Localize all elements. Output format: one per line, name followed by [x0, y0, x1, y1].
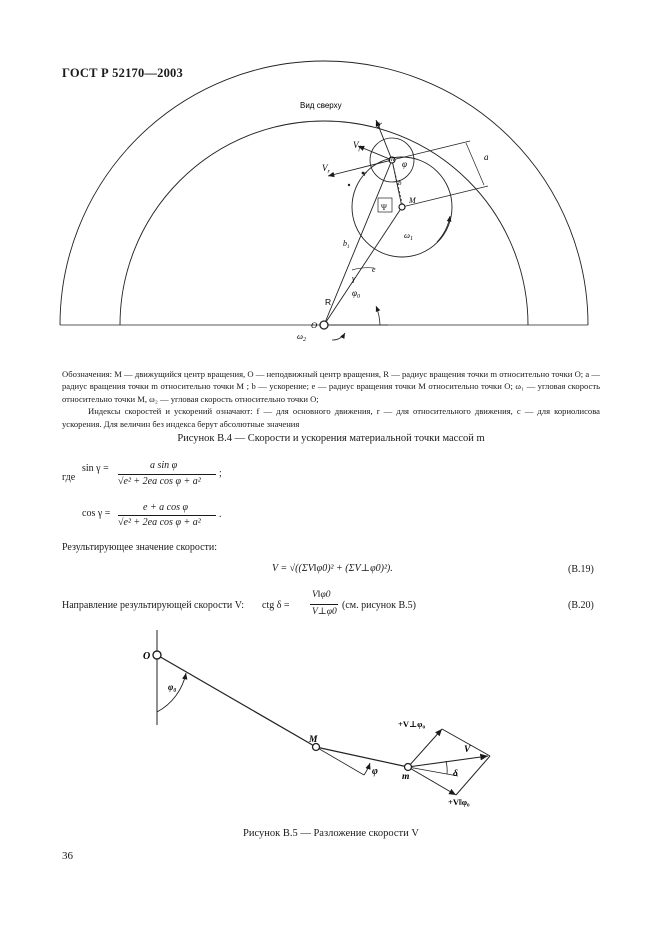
label-b1: $b_1$	[343, 239, 350, 250]
phi0-arc	[376, 306, 380, 325]
ctg-denominator: V⊥φ0	[312, 607, 337, 617]
label-b: b	[398, 179, 402, 187]
line-M-m	[316, 747, 408, 767]
label-vr: $V_r$	[322, 163, 330, 175]
sin-lhs: sin γ =	[82, 463, 109, 474]
figure-b5-caption: Рисунок В.5 — Разложение скорости V	[243, 828, 419, 839]
label-psi: Ψ	[381, 203, 387, 212]
cos-lhs: cos γ =	[82, 508, 111, 519]
label-a: a	[484, 152, 489, 162]
view-label: Вид сверху	[300, 101, 342, 110]
point-O	[153, 651, 161, 659]
phi-arc	[364, 763, 370, 775]
label-e: e	[372, 265, 376, 274]
result-velocity-text: Результирующее значение скорости:	[62, 542, 218, 553]
label-r: r	[364, 170, 367, 178]
cos-fraction-bar	[118, 515, 216, 516]
label-R: R	[325, 297, 332, 307]
v-result-vector	[408, 756, 488, 767]
figure-b5-diagram	[0, 625, 661, 825]
label-phi: φ	[402, 159, 407, 169]
sin-numerator: a sin φ	[150, 460, 178, 471]
delta-arc	[446, 761, 447, 774]
notes-legend: Обозначения: M — движущийся центр вращения, O — неподвижный центр вращения, R — радиус вращения точки m относительно точки O; a — радиус вращения точки m относительно точки M ; b — ускорение; e — радиус вращения точки M относительно точки O; ω₁ — угловая скорость относительно точки M, ω₂ — угловая скорость относительно точки O;	[62, 369, 600, 404]
line-O-m	[324, 160, 392, 325]
label-ac: $a_c$	[373, 121, 384, 128]
dim-line-top	[392, 141, 470, 160]
label-v-par: +V‖φ₀	[448, 797, 470, 807]
label-M: M	[309, 735, 318, 745]
gamma-arc	[352, 268, 374, 270]
cos-numerator: e + a cos φ	[143, 502, 189, 513]
figure-b4-caption: Рисунок В.4 — Скорости и ускорения материальной точки массой m	[177, 433, 485, 444]
phi0-arc	[157, 673, 186, 712]
figure-b4-notes	[62, 368, 600, 430]
cos-denominator: √e² + 2ea cos φ + a²	[118, 517, 201, 528]
point-M	[399, 204, 405, 210]
parallelogram-right	[456, 756, 490, 795]
see-figure-b5: (см. рисунок В.5)	[342, 600, 416, 611]
label-vf: $V_f$	[353, 140, 361, 152]
label-v: V	[464, 745, 471, 755]
page-number: 36	[62, 850, 73, 862]
omega1-arc	[437, 216, 450, 242]
label-phi0: φ₀	[168, 682, 177, 692]
label-omega2: $\omega_2$	[297, 331, 307, 343]
inner-arc	[120, 121, 528, 325]
ctg-fraction-bar	[310, 604, 338, 605]
label-delta: δ	[453, 769, 458, 779]
point-O	[320, 321, 328, 329]
notes-indices: Индексы скоростей и ускорений означают: f — для основного движения, r — для относительного движения, c — для кориолисова ускорения. Для величин без индекса берут абсолютные значения	[62, 406, 600, 429]
label-v-perp: +V⊥φ₀	[398, 719, 425, 729]
vr-vector	[328, 160, 392, 176]
direction-text: Направление результирующей скорости V:	[62, 600, 245, 611]
dim-a	[466, 143, 484, 185]
label-m: m	[389, 154, 395, 163]
label-phi0: $\varphi_0$	[352, 288, 360, 300]
omega2-arc	[332, 333, 345, 340]
label-O: O	[311, 320, 318, 330]
equation-number-b19: (В.19)	[568, 564, 594, 575]
equation-number-b20: (В.20)	[568, 600, 594, 611]
line-O-M	[157, 655, 316, 747]
point-m	[405, 764, 412, 771]
label-O: O	[143, 651, 151, 662]
page-header: ГОСТ Р 52170—2003	[62, 66, 183, 80]
label-omega1: $\omega_1$	[404, 230, 414, 242]
label-phi: φ	[372, 766, 378, 777]
dot-b	[348, 184, 350, 186]
where-label: где	[62, 472, 76, 483]
figure-b4-diagram	[0, 0, 661, 360]
label-M: M	[409, 196, 416, 205]
line-O-M	[324, 207, 402, 325]
line-M-extension	[316, 747, 364, 775]
v-perp-vector	[408, 729, 442, 767]
sin-fraction-bar	[118, 474, 216, 475]
ctg-lhs: ctg δ =	[262, 600, 290, 611]
label-gamma: γ	[352, 273, 356, 283]
label-m: m	[402, 772, 410, 782]
ctg-numerator: V‖φ0	[312, 590, 331, 600]
velocity-formula: V = √((ΣV‖φ0)² + (ΣV⊥φ0)²).	[272, 563, 393, 574]
sin-denominator: √e² + 2ea cos φ + a²	[118, 476, 201, 487]
